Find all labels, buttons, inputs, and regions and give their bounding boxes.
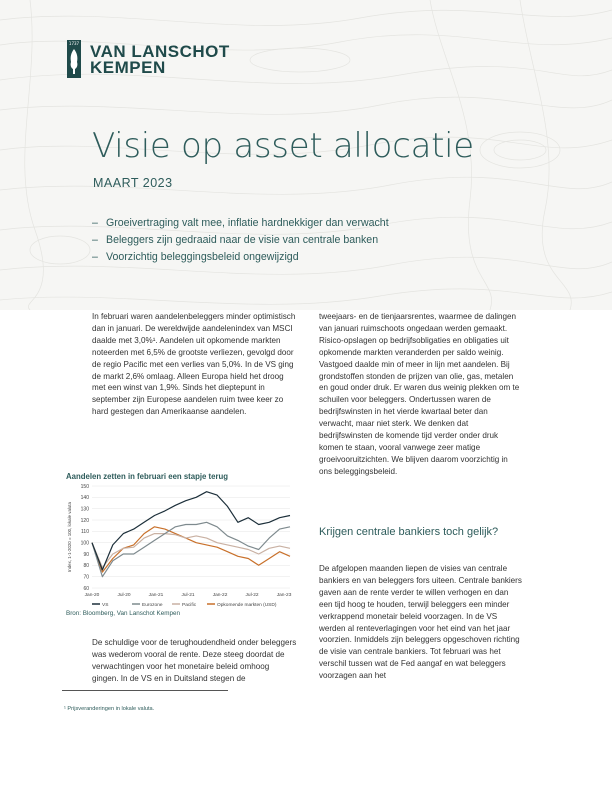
- key-point: – Voorzichtig beleggingsbeleid ongewijzigd: [92, 251, 299, 263]
- x-tick-label: Jul-20: [117, 593, 131, 598]
- y-tick-label: 130: [80, 506, 89, 513]
- brand-logo: [67, 40, 230, 78]
- legend-label: Pacific: [182, 602, 197, 608]
- tree-logo-icon: [67, 40, 81, 78]
- y-tick-label: 150: [80, 483, 89, 490]
- y-tick-label: 80: [83, 563, 89, 570]
- body-paragraph: tweejaars- en de tienjaarsrentes, waarmee de dalingen van januari ruimschoots ongedaan werden gemaakt. Risico-opslagen op bedrijfsobligaties en obligaties uit opkomende markten veranderden per saldo weinig. Vastgoed daalde min of meer in lijn met aandelen. Bij grondstoffen stonden de prijzen van olie, gas, metalen en goud onder druk. Er waren dus weinig plekken om te schuilen voor beleggers. Ondertussen waren de bedrijfswinsten in het vierde kwartaal beter dan verwacht, maar niet sterk. We denken dat bedrijfswinsten de komende tijd verder onder druk komen te staan, vooral vanwege zeer matige groeivooruitzichten. We blijven daarom voorzichtig in ons beleggingsbeleid.: [319, 312, 520, 476]
- legend-label: VS: [102, 602, 109, 608]
- y-tick-label: 60: [83, 585, 89, 592]
- key-points-list: [92, 215, 389, 266]
- y-axis-label: Index, 1-1-2020 = 100, lokale valuta: [67, 502, 72, 572]
- brand-year: 1737: [68, 41, 80, 46]
- y-tick-label: 140: [80, 495, 89, 502]
- footnote-divider: [62, 690, 228, 691]
- x-tick-label: Jan-20: [84, 593, 100, 598]
- body-paragraph: De afgelopen maanden liepen de visies van centrale bankiers en van beleggers fors uiteen. Centrale bankiers gaven aan de rente verder te willen verhogen en dan een tijd hoog te houden, terwijl beleggers een minder verkrappend monetair beleid voorzagen. In de VS werden al renteverlagingen voor het eind van het jaar voorzien. Inmiddels zijn beleggers opgeschoven richting de visie van centrale bankiers. Tot februari was het verschil tussen wat de Fed aangaf en wat beleggers voorzagen aan het: [319, 564, 522, 681]
- body-paragraph: In februari waren aandelenbeleggers minder optimistisch dan in januari. De wereldwijde aandelenindex van MSCI daalde met 3,0%¹. Aandelen uit opkomende markten noteerden met 6,5% de grootste verliezen, gevolgd door de regio Pacific met een verlies van 5,0%. In de VS ging de markt 2,6% omlaag. Alleen Europa hield het droog met een winst van 1,9%. Sinds het dieptepunt in september zijn Europese aandelen ruim twee keer zo hard gestegen dan Amerikaanse aandelen.: [92, 312, 296, 417]
- y-tick-label: 120: [80, 517, 89, 524]
- x-tick-label: Jan-21: [148, 593, 164, 598]
- y-tick-label: 70: [83, 574, 89, 581]
- page-title: Visie op asset allocatie: [92, 126, 474, 166]
- brand-name-line2: KEMPEN: [90, 58, 166, 77]
- key-point: – Beleggers zijn gedraaid naar de visie van centrale banken: [92, 234, 379, 246]
- y-tick-label: 100: [80, 540, 89, 547]
- equity-line-chart: [62, 470, 298, 622]
- chart-title: Aandelen zetten in februari een stapje terug: [66, 472, 229, 481]
- brand-name-line1: VAN LANSCHOT: [90, 42, 230, 61]
- hero-banner: [0, 0, 612, 310]
- section-heading: Krijgen centrale bankiers toch gelijk?: [319, 526, 499, 538]
- chart-source: Bron: Bloomberg, Van Lanschot Kempen: [66, 610, 180, 617]
- x-tick-label: Jan-23: [276, 593, 292, 598]
- y-tick-label: 110: [81, 529, 89, 536]
- y-tick-label: 90: [83, 551, 89, 558]
- legend-label: Eurozone: [142, 602, 163, 608]
- x-tick-label: Jul-22: [245, 593, 259, 598]
- publication-date: MAART 2023: [93, 176, 173, 190]
- legend-label: Opkomende markten (USD): [217, 602, 277, 608]
- x-tick-label: Jul-21: [181, 593, 195, 598]
- body-paragraph: De schuldige voor de terughoudendheid onder beleggers was wederom vooral de rente. Deze steeg doordat de verwachtingen voor het monetaire beleid omhoog gingen. In de VS en in Duitsland stegen de: [92, 638, 297, 683]
- key-point: – Groeivertraging valt mee, inflatie hardnekkiger dan verwacht: [92, 217, 389, 229]
- x-tick-label: Jan-22: [212, 593, 228, 598]
- footnote: ¹ Prijsveranderingen in lokale valuta.: [64, 706, 155, 712]
- series-line-vs: [92, 492, 290, 570]
